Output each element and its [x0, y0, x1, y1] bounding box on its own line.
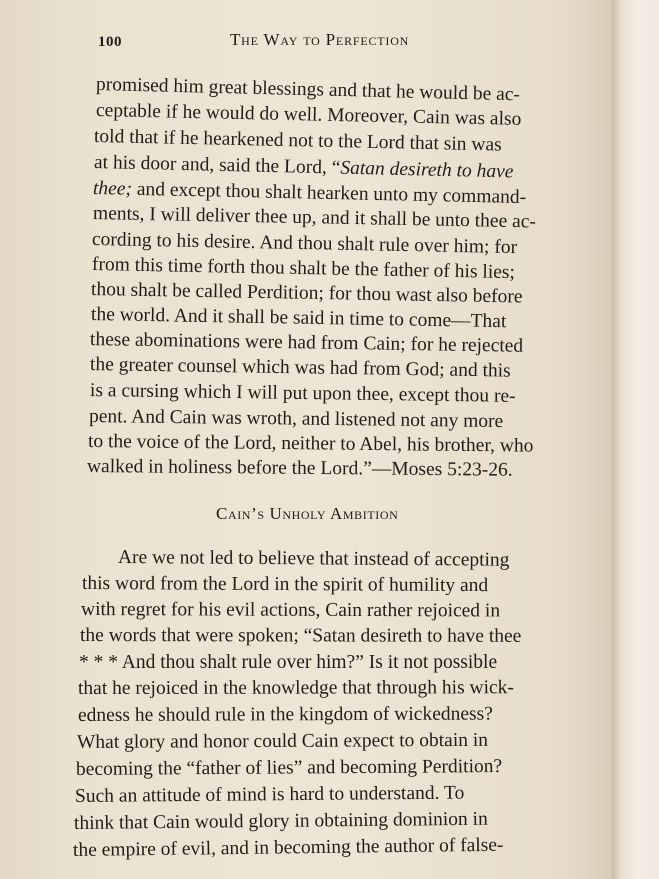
- text-line: * * * And thou shalt rule over him?” Is it not possible: [79, 652, 498, 673]
- text-line: at his door and, said the Lord, “Satan desireth to have: [93, 152, 514, 183]
- running-title: The Way to Perfection: [230, 30, 410, 49]
- text-line: think that Cain would glory in obtaining dominion in: [73, 808, 488, 834]
- text-line: edness he should rule in the kingdom of wickedness?: [77, 703, 493, 726]
- text-line: the greater counsel which was had from God; and this: [89, 354, 511, 382]
- text-line: the words that were spoken; “Satan desireth to have thee: [79, 625, 522, 647]
- text-line: cording to his desire. And thou shalt rule over him; for: [91, 229, 518, 259]
- text-line: Are we not led to believe that instead of accepting: [117, 547, 510, 571]
- text-line: to the voice of the Lord, neither to Abel, his brother, who: [87, 431, 534, 457]
- adjacent-page-edge: [612, 0, 659, 879]
- text-line: promised him great blessings and that he would be ac-: [95, 74, 521, 106]
- text-line: the world. And it shall be said in time to come—That: [90, 304, 507, 333]
- text-line: that he rejoiced in the knowledge that through his wick-: [77, 677, 514, 699]
- text-line: ceptable if he would do well. Moreover, Cain was also: [95, 100, 522, 130]
- text-line: thou shalt be called Perdition; for thou wast also before: [90, 279, 523, 308]
- page-header: [98, 30, 558, 56]
- text-line: is a cursing which I will put upon thee, except thou re-: [89, 380, 516, 407]
- text-line: What glory and honor could Cain expect to obtain in: [76, 729, 489, 753]
- text-line: Such an attitude of mind is hard to understand. To: [74, 782, 465, 807]
- text-line: these abominations were had from Cain; for he rejected: [89, 329, 524, 357]
- text-line: told that if he hearkened not to the Lord that sin was: [93, 126, 502, 156]
- text-line: thee; and except thou shalt hearken unto my command-: [92, 178, 527, 209]
- text-line: becoming the “father of lies” and becoming Perdition?: [75, 756, 503, 780]
- text-line: walked in holiness before the Lord.”—Moses 5:23-26.: [86, 456, 513, 481]
- text-line: ments, I will deliver thee up, and it shall be unto thee ac-: [92, 203, 537, 233]
- text-line: with regret for his evil actions, Cain rather rejoiced in: [80, 599, 501, 622]
- text-line: from this time forth thou shalt be the father of his lies;: [91, 254, 516, 284]
- text-line: the empire of evil, and in becoming the author of false-: [72, 834, 504, 861]
- text-line: this word from the Lord in the spirit of humility and: [81, 573, 489, 597]
- page-number: 100: [98, 34, 122, 50]
- section-heading: Cain’s Unholy Ambition: [216, 504, 399, 523]
- text-line: pent. And Cain was wroth, and listened not any more: [88, 406, 504, 433]
